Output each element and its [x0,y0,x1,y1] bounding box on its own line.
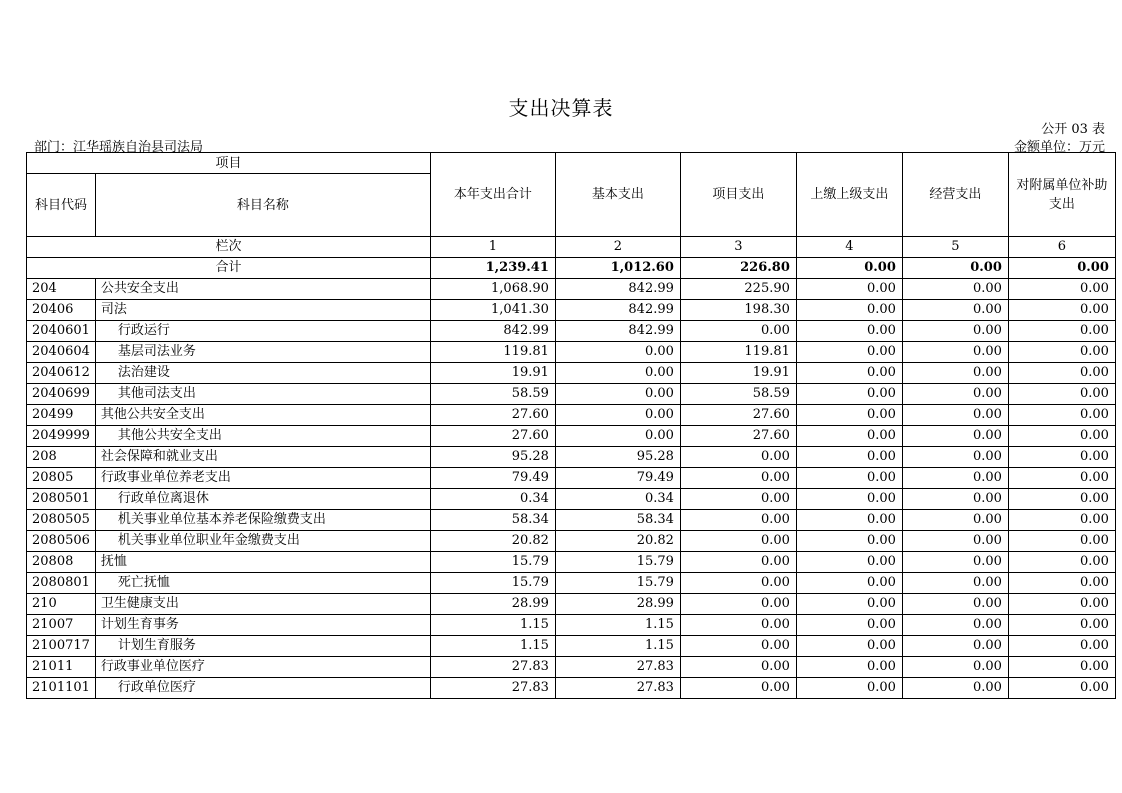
row-value-2: 1.15 [555,615,680,636]
row-value-5: 0.00 [902,531,1008,552]
row-value-5: 0.00 [902,342,1008,363]
row-code: 208 [27,447,96,468]
row-value-5: 0.00 [902,594,1008,615]
header-name: 科目名称 [95,174,430,237]
row-value-4: 0.00 [796,321,902,342]
row-value-4: 0.00 [796,468,902,489]
row-value-2: 28.99 [555,594,680,615]
row-value-3: 19.91 [680,363,796,384]
row-code: 2080506 [27,531,96,552]
row-value-4: 0.00 [796,279,902,300]
header-col-1: 本年支出合计 [430,153,555,237]
row-value-3: 0.00 [680,447,796,468]
row-name: 社会保障和就业支出 [95,447,430,468]
row-value-4: 0.00 [796,657,902,678]
row-value-4: 0.00 [796,552,902,573]
row-value-6: 0.00 [1008,594,1115,615]
row-code: 20808 [27,552,96,573]
col-index-label: 栏次 [27,237,431,258]
row-name: 抚恤 [95,552,430,573]
row-value-1: 19.91 [430,363,555,384]
row-value-6: 0.00 [1008,321,1115,342]
total-value-2: 1,012.60 [555,258,680,279]
row-value-4: 0.00 [796,447,902,468]
row-code: 21011 [27,657,96,678]
col-index-4: 4 [796,237,902,258]
row-code: 2080505 [27,510,96,531]
row-value-6: 0.00 [1008,426,1115,447]
row-value-4: 0.00 [796,531,902,552]
row-value-4: 0.00 [796,300,902,321]
row-value-5: 0.00 [902,384,1008,405]
row-value-4: 0.00 [796,405,902,426]
row-value-4: 0.00 [796,678,902,699]
row-value-6: 0.00 [1008,657,1115,678]
row-value-3: 0.00 [680,531,796,552]
row-value-1: 1,041.30 [430,300,555,321]
row-value-2: 0.00 [555,426,680,447]
row-name: 计划生育服务 [95,636,430,657]
table-row [27,342,1116,363]
col-index-6: 6 [1008,237,1115,258]
row-value-5: 0.00 [902,657,1008,678]
row-value-3: 225.90 [680,279,796,300]
row-value-6: 0.00 [1008,342,1115,363]
row-value-1: 27.60 [430,405,555,426]
header-col-5: 经营支出 [902,153,1008,237]
table-row [27,447,1116,468]
row-name: 计划生育事务 [95,615,430,636]
table-row [27,363,1116,384]
row-value-5: 0.00 [902,552,1008,573]
table-row [27,531,1116,552]
row-value-5: 0.00 [902,426,1008,447]
row-value-3: 0.00 [680,321,796,342]
table-row [27,405,1116,426]
row-value-5: 0.00 [902,405,1008,426]
row-code: 2040601 [27,321,96,342]
row-value-4: 0.00 [796,573,902,594]
col-index-2: 2 [555,237,680,258]
row-value-2: 27.83 [555,678,680,699]
row-value-1: 1.15 [430,615,555,636]
row-code: 204 [27,279,96,300]
header-col-3: 项目支出 [680,153,796,237]
row-value-5: 0.00 [902,279,1008,300]
row-name: 基层司法业务 [95,342,430,363]
row-value-2: 842.99 [555,279,680,300]
table-row [27,279,1116,300]
row-value-6: 0.00 [1008,384,1115,405]
row-value-2: 0.34 [555,489,680,510]
page-title: 支出决算表 [508,96,614,120]
row-code: 2100717 [27,636,96,657]
row-name: 司法 [95,300,430,321]
row-value-4: 0.00 [796,342,902,363]
table-row [27,615,1116,636]
col-index-5: 5 [902,237,1008,258]
row-value-1: 1,068.90 [430,279,555,300]
row-code: 2040699 [27,384,96,405]
row-value-1: 28.99 [430,594,555,615]
header-col-6: 对附属单位补助支出 [1008,153,1115,237]
row-value-4: 0.00 [796,426,902,447]
row-value-1: 95.28 [430,447,555,468]
row-name: 其他公共安全支出 [95,405,430,426]
row-value-2: 58.34 [555,510,680,531]
row-value-4: 0.00 [796,636,902,657]
row-code: 2101101 [27,678,96,699]
row-value-6: 0.00 [1008,531,1115,552]
row-value-5: 0.00 [902,447,1008,468]
row-value-1: 79.49 [430,468,555,489]
row-value-5: 0.00 [902,636,1008,657]
department-label: 部门：江华瑶族自治县司法局 [34,140,204,155]
row-value-6: 0.00 [1008,279,1115,300]
row-name: 行政单位医疗 [95,678,430,699]
row-value-3: 27.60 [680,426,796,447]
row-value-4: 0.00 [796,384,902,405]
form-number: 公开 03 表 [1041,122,1105,137]
table-row [27,321,1116,342]
table-row [27,489,1116,510]
expenditure-table [26,152,1116,699]
row-value-6: 0.00 [1008,405,1115,426]
row-value-5: 0.00 [902,678,1008,699]
row-name: 行政单位离退休 [95,489,430,510]
row-value-1: 119.81 [430,342,555,363]
row-value-3: 58.59 [680,384,796,405]
row-code: 2080501 [27,489,96,510]
row-value-6: 0.00 [1008,573,1115,594]
table-row [27,573,1116,594]
row-value-6: 0.00 [1008,615,1115,636]
table-row [27,552,1116,573]
row-value-1: 27.83 [430,678,555,699]
row-value-6: 0.00 [1008,447,1115,468]
row-name: 公共安全支出 [95,279,430,300]
row-value-6: 0.00 [1008,510,1115,531]
row-value-1: 58.34 [430,510,555,531]
row-value-2: 0.00 [555,342,680,363]
row-value-5: 0.00 [902,300,1008,321]
row-name: 行政事业单位医疗 [95,657,430,678]
row-code: 20499 [27,405,96,426]
row-name: 卫生健康支出 [95,594,430,615]
total-value-4: 0.00 [796,258,902,279]
col-index-3: 3 [680,237,796,258]
row-value-4: 0.00 [796,510,902,531]
row-value-6: 0.00 [1008,552,1115,573]
header-item: 项目 [27,153,431,174]
row-value-5: 0.00 [902,615,1008,636]
row-code: 2049999 [27,426,96,447]
row-value-2: 15.79 [555,573,680,594]
row-name: 行政运行 [95,321,430,342]
table-body [27,279,1116,699]
row-value-3: 198.30 [680,300,796,321]
table-row [27,384,1116,405]
row-value-1: 0.34 [430,489,555,510]
table-row [27,300,1116,321]
row-value-5: 0.00 [902,468,1008,489]
row-value-3: 0.00 [680,510,796,531]
row-code: 2040612 [27,363,96,384]
row-value-2: 1.15 [555,636,680,657]
row-value-4: 0.00 [796,489,902,510]
table-row [27,594,1116,615]
row-name: 机关事业单位基本养老保险缴费支出 [95,510,430,531]
row-code: 2080801 [27,573,96,594]
table-row [27,468,1116,489]
row-value-3: 0.00 [680,594,796,615]
row-value-2: 0.00 [555,384,680,405]
row-value-4: 0.00 [796,594,902,615]
header-col-4: 上缴上级支出 [796,153,902,237]
row-code: 20406 [27,300,96,321]
total-value-3: 226.80 [680,258,796,279]
row-value-3: 0.00 [680,615,796,636]
row-value-1: 27.60 [430,426,555,447]
row-value-6: 0.00 [1008,636,1115,657]
row-value-1: 842.99 [430,321,555,342]
total-value-5: 0.00 [902,258,1008,279]
row-value-2: 95.28 [555,447,680,468]
row-value-3: 0.00 [680,489,796,510]
row-name: 死亡抚恤 [95,573,430,594]
total-value-1: 1,239.41 [430,258,555,279]
header-col-2: 基本支出 [555,153,680,237]
row-value-3: 0.00 [680,552,796,573]
row-value-1: 15.79 [430,552,555,573]
row-value-4: 0.00 [796,363,902,384]
row-value-5: 0.00 [902,573,1008,594]
table-row [27,426,1116,447]
row-value-6: 0.00 [1008,300,1115,321]
row-value-6: 0.00 [1008,468,1115,489]
table-row [27,636,1116,657]
row-value-1: 1.15 [430,636,555,657]
row-value-1: 20.82 [430,531,555,552]
row-name: 其他司法支出 [95,384,430,405]
row-name: 机关事业单位职业年金缴费支出 [95,531,430,552]
total-value-6: 0.00 [1008,258,1115,279]
row-code: 2040604 [27,342,96,363]
row-name: 行政事业单位养老支出 [95,468,430,489]
row-value-2: 79.49 [555,468,680,489]
unit-label: 金额单位：万元 [1013,140,1105,155]
row-value-3: 119.81 [680,342,796,363]
row-value-2: 842.99 [555,300,680,321]
table-row [27,510,1116,531]
row-value-5: 0.00 [902,510,1008,531]
row-name: 法治建设 [95,363,430,384]
row-value-2: 15.79 [555,552,680,573]
row-code: 21007 [27,615,96,636]
table-row [27,657,1116,678]
row-value-2: 0.00 [555,363,680,384]
row-value-6: 0.00 [1008,489,1115,510]
row-value-6: 0.00 [1008,678,1115,699]
row-value-3: 27.60 [680,405,796,426]
row-value-2: 0.00 [555,405,680,426]
row-value-3: 0.00 [680,468,796,489]
row-value-5: 0.00 [902,363,1008,384]
row-value-1: 27.83 [430,657,555,678]
row-value-6: 0.00 [1008,363,1115,384]
row-value-3: 0.00 [680,636,796,657]
row-value-2: 20.82 [555,531,680,552]
row-value-5: 0.00 [902,321,1008,342]
col-index-1: 1 [430,237,555,258]
row-code: 20805 [27,468,96,489]
row-value-4: 0.00 [796,615,902,636]
row-name: 其他公共安全支出 [95,426,430,447]
row-code: 210 [27,594,96,615]
row-value-5: 0.00 [902,489,1008,510]
row-value-1: 58.59 [430,384,555,405]
row-value-3: 0.00 [680,657,796,678]
row-value-3: 0.00 [680,678,796,699]
header-code: 科目代码 [27,174,96,237]
row-value-1: 15.79 [430,573,555,594]
row-value-2: 27.83 [555,657,680,678]
table-row [27,678,1116,699]
row-value-2: 842.99 [555,321,680,342]
row-value-3: 0.00 [680,573,796,594]
total-label: 合计 [27,258,431,279]
